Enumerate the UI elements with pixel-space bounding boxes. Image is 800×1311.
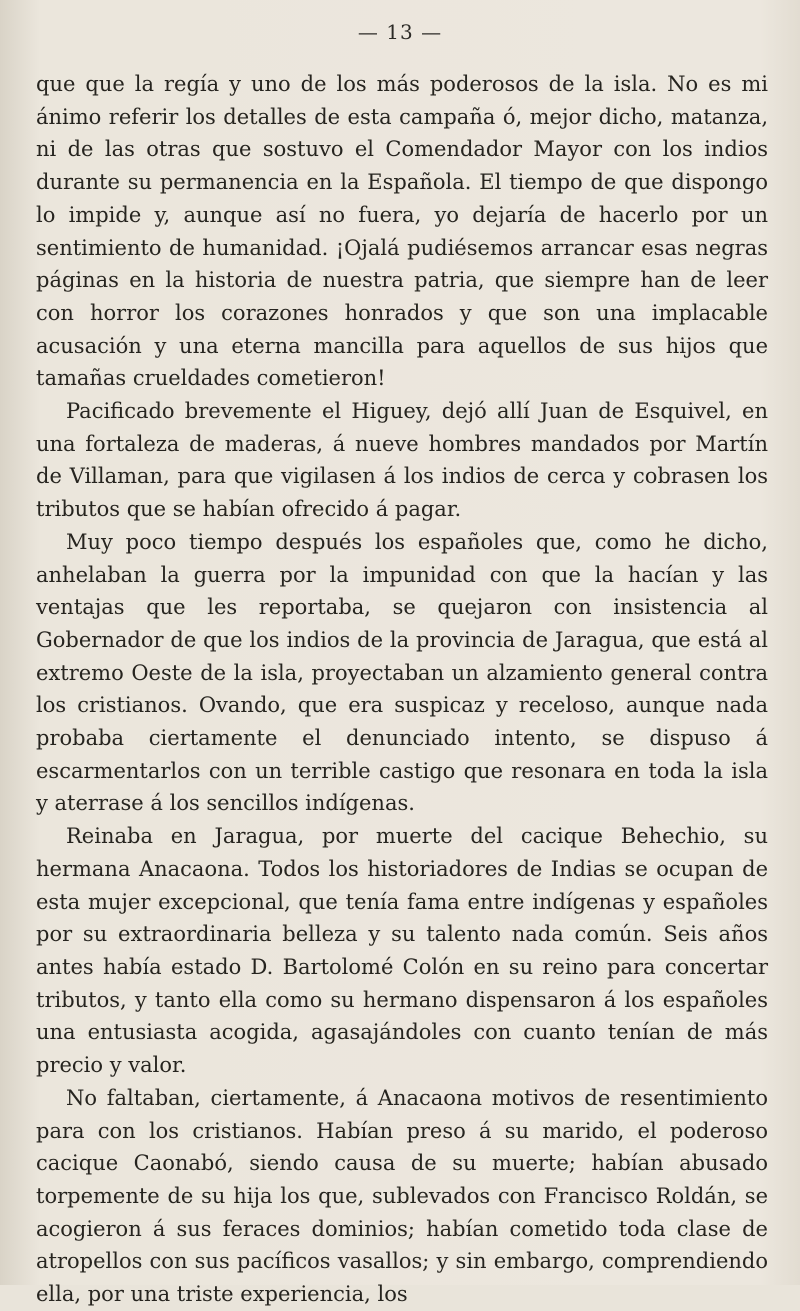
paragraph-3: Muy poco tiempo después los españoles que, como he dicho, anhelaban la guerra por la impunidad con que la hacían y las ventajas que les reportaba, se quejaron con insistencia al Gobernador de que los indios de la provincia de Jaragua, que está al extremo Oeste de la isla, proyectaban un alzamiento general contra los cristianos. Ovando, que era suspicaz y receloso, aunque nada probaba ciertamente el denunciado intento, se dispuso á escarmentarlos con un terrible castigo que resonara en toda la isla y aterrase á los sencillos indígenas. bbox=[36, 529, 768, 816]
body-text bbox=[36, 68, 768, 1311]
paragraph-2: Pacificado brevemente el Higuey, dejó allí Juan de Esquivel, en una fortaleza de maderas, á nueve hombres mandados por Martín de Villaman, para que vigilasen á los indios de cerca y cobrasen los tributos que se habían ofrecido á pagar. bbox=[36, 399, 768, 522]
paragraph-5: No faltaban, ciertamente, á Anacaona motivos de resentimiento para con los cristianos. Habían preso á su marido, el poderoso cacique Caonabó, siendo causa de su muerte; habían abusado torpemente de su hija los que, sublevados con Francisco Roldán, se acogieron á sus feraces dominios; habían cometido toda clase de atropellos con sus pacíficos vasallos; y sin embargo, comprendiendo ella, por una triste experiencia, los bbox=[36, 1085, 768, 1307]
page-number: — 13 — bbox=[357, 20, 443, 44]
paragraph-1: que que la regía y uno de los más poderosos de la isla. No es mi ánimo referir los detalles de esta campaña ó, mejor dicho, matanza, ni de las otras que sostuvo el Comendador Mayor con los indios durante su permanencia en la Española. El tiempo de que dispongo lo impide y, aunque así no fuera, yo dejaría de hacerlo por un sentimiento de humanidad. ¡Ojalá pudiésemos arrancar esas negras páginas en la historia de nuestra patria, que siempre han de leer con horror los corazones honrados y que son una implacable acusación y una eterna mancilla para aquellos de sus hijos que tamañas crueldades cometieron! bbox=[36, 72, 768, 391]
paragraph-4: Reinaba en Jaragua, por muerte del cacique Behechio, su hermana Anacaona. Todos los historiadores de Indias se ocupan de esta mujer excepcional, que tenía fama entre indígenas y españoles por su extraordinaria belleza y su talento nada común. Seis años antes había estado D. Bartolomé Colón en su reino para concertar tributos, y tanto ella como su hermano dispensaron á los españoles una entusiasta acogida, agasajándoles con cuanto tenían de más precio y valor. bbox=[36, 824, 768, 1078]
